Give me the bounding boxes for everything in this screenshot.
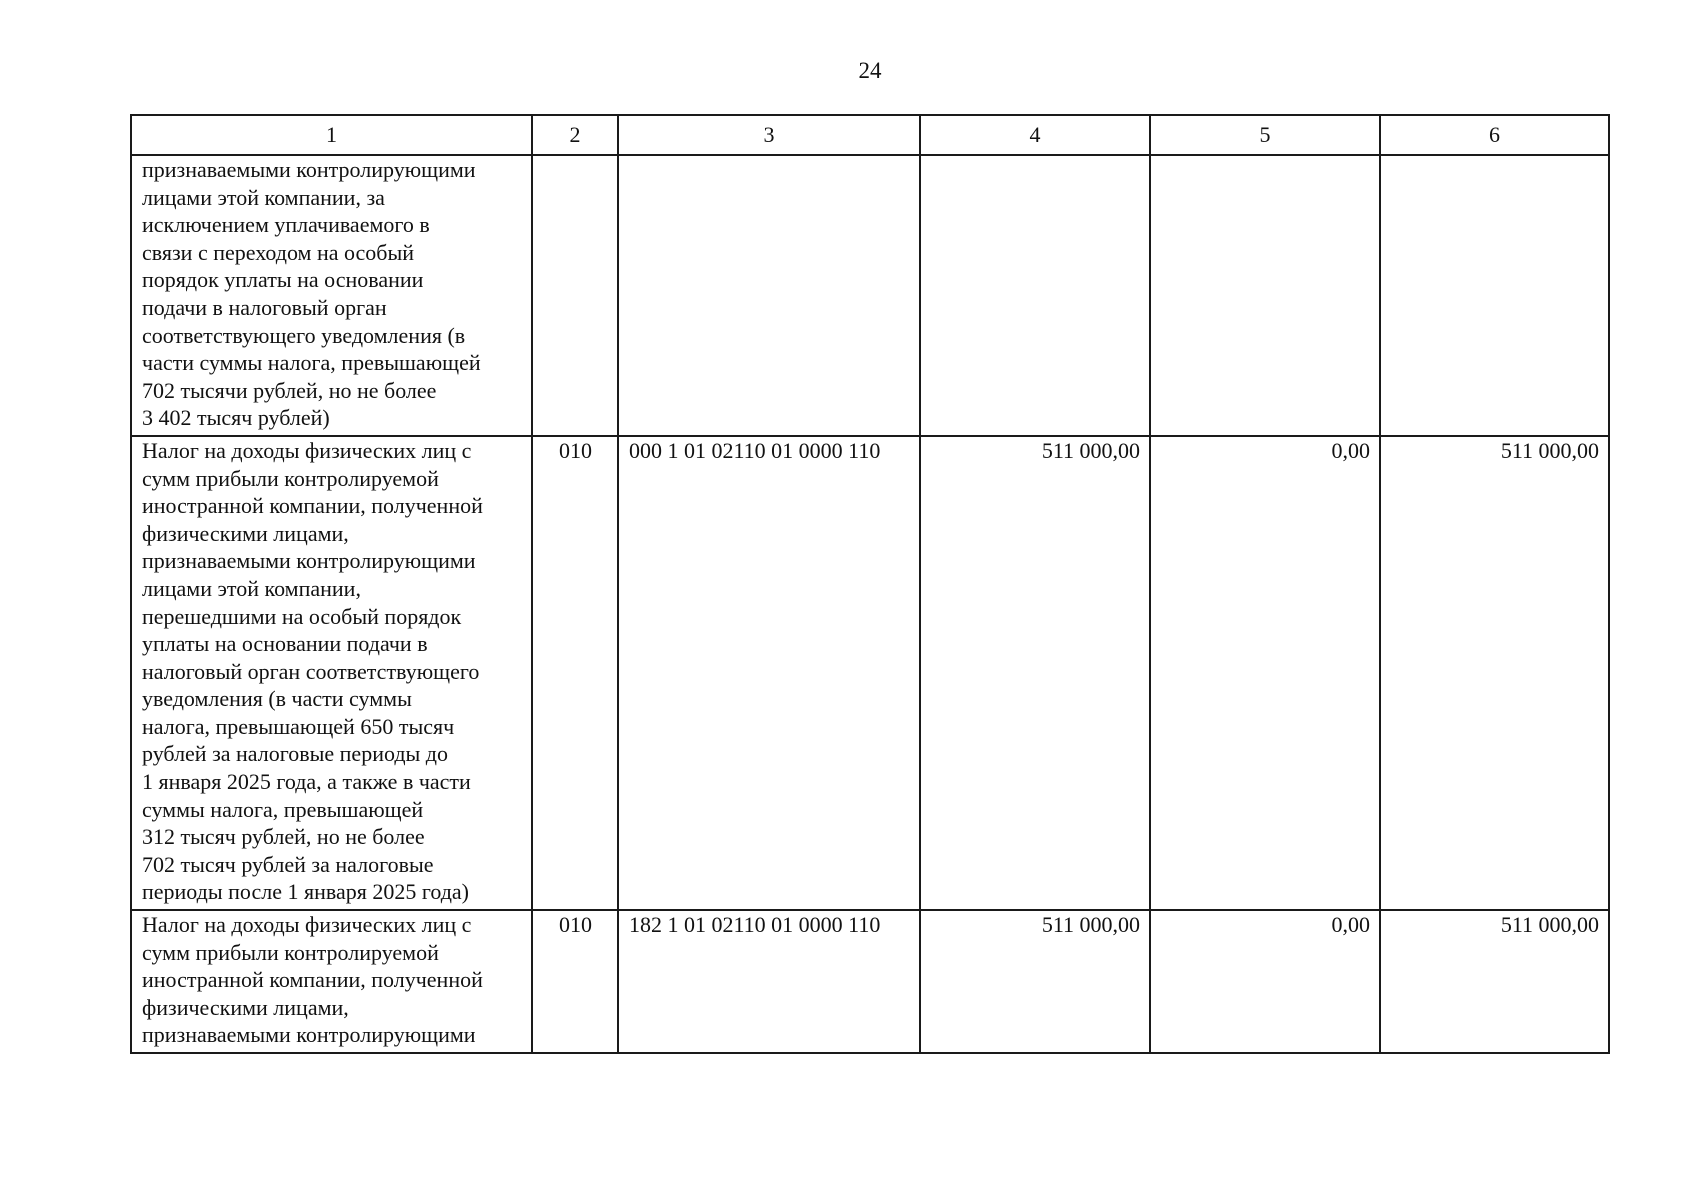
row-description (131, 155, 532, 436)
description-line: связи с переходом на особый (142, 239, 415, 265)
description-line: 312 тысяч рублей, но не более (142, 824, 425, 850)
row-budget-code: 000 1 01 02110 01 0000 110 (618, 436, 920, 910)
row-description (131, 910, 532, 1053)
row-amount-col5: 0,00 (1150, 910, 1380, 1053)
description-line: исключением уплачиваемого в (142, 212, 430, 238)
table-row (131, 436, 1609, 910)
row-line-code (532, 155, 618, 436)
description-line: соответствующего уведомления (в (142, 322, 466, 348)
row-amount-col4: 511 000,00 (920, 436, 1150, 910)
table-row (131, 155, 1609, 436)
description-line: 3 402 тысяч рублей) (142, 405, 330, 431)
description-line: признаваемыми контролирующими (142, 157, 476, 182)
column-header: 1 (131, 115, 532, 155)
description-line: 702 тысячи рублей, но не более (142, 377, 437, 403)
description-line: налога, превышающей 650 тысяч (142, 713, 455, 739)
description-line: части суммы налога, превышающей (142, 350, 481, 376)
row-amount-col4 (920, 155, 1150, 436)
description-line: налоговый орган соответствующего (142, 658, 480, 684)
row-amount-col6: 511 000,00 (1380, 910, 1609, 1053)
description-line: уплаты на основании подачи в (142, 631, 428, 657)
description-line: физическими лицами, (142, 520, 349, 546)
description-line: 702 тысяч рублей за налоговые (142, 851, 434, 877)
description-line: сумм прибыли контролируемой (142, 939, 439, 965)
column-header: 2 (532, 115, 618, 155)
row-amount-col6 (1380, 155, 1609, 436)
column-header: 6 (1380, 115, 1609, 155)
description-line: признаваемыми контролирующими (142, 548, 476, 574)
description-line: рублей за налоговые периоды до (142, 741, 449, 767)
row-amount-col4: 511 000,00 (920, 910, 1150, 1053)
description-line: физическими лицами, (142, 994, 349, 1020)
description-line: иностранной компании, полученной (142, 493, 483, 519)
row-amount-col6: 511 000,00 (1380, 436, 1609, 910)
row-amount-col5 (1150, 155, 1380, 436)
description-line: уведомления (в части суммы (142, 686, 412, 712)
description-line: подачи в налоговый орган (142, 294, 387, 320)
row-line-code: 010 (532, 910, 618, 1053)
description-line: лицами этой компании, (142, 575, 361, 601)
table-row (131, 910, 1609, 1053)
description-line: признаваемыми контролирующими (142, 1022, 476, 1048)
row-amount-col5: 0,00 (1150, 436, 1380, 910)
row-budget-code (618, 155, 920, 436)
description-line: периоды после 1 января 2025 года) (142, 879, 469, 905)
description-line: 1 января 2025 года, а также в части (142, 769, 471, 795)
description-line: Налог на доходы физических лиц с (142, 912, 472, 938)
row-line-code: 010 (532, 436, 618, 910)
column-header: 5 (1150, 115, 1380, 155)
page-number: 24 (858, 58, 882, 83)
description-line: перешедшими на особый порядок (142, 603, 462, 629)
description-line: иностранной компании, полученной (142, 967, 483, 993)
column-header: 3 (618, 115, 920, 155)
description-line: Налог на доходы физических лиц с (142, 437, 472, 463)
column-header: 4 (920, 115, 1150, 155)
row-budget-code: 182 1 01 02110 01 0000 110 (618, 910, 920, 1053)
budget-table (130, 114, 1610, 1054)
row-description (131, 436, 532, 910)
description-line: суммы налога, превышающей (142, 796, 424, 822)
description-line: порядок уплаты на основании (142, 267, 424, 293)
table-header-row (131, 115, 1609, 155)
description-line: лицами этой компании, за (142, 184, 385, 210)
description-line: сумм прибыли контролируемой (142, 465, 439, 491)
